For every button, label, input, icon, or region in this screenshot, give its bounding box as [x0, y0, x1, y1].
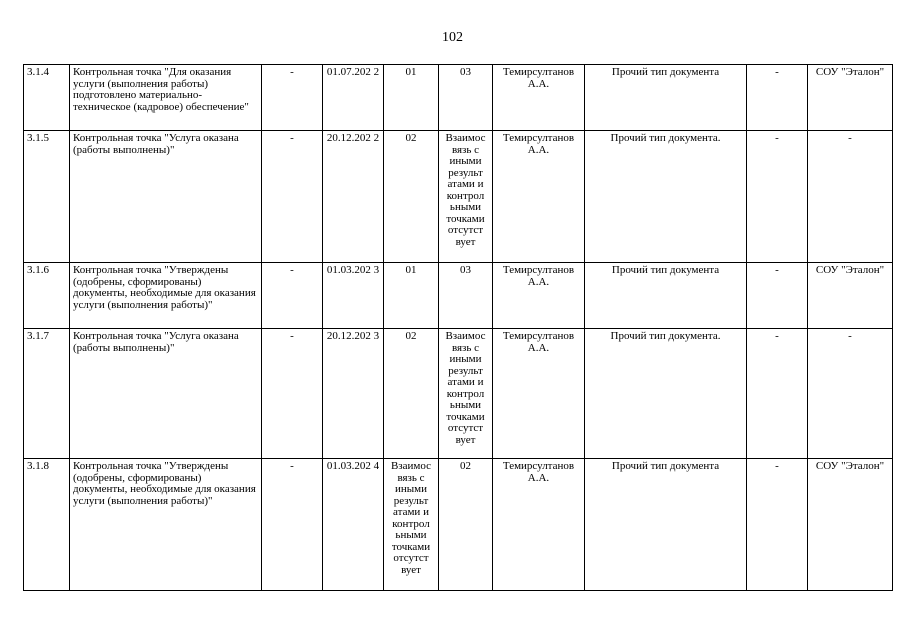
table-row: [24, 65, 893, 131]
control-point-name: Контрольная точка "Услуга оказана (работы выполнены)": [70, 329, 262, 459]
extra-cell: -: [747, 263, 808, 329]
extra-cell: -: [747, 131, 808, 263]
dash-cell: -: [262, 329, 323, 459]
type-cell: 02: [384, 329, 439, 459]
control-points-table: [23, 64, 893, 591]
responsible-person: Темирсултанов А.А.: [493, 263, 585, 329]
row-number: 3.1.8: [24, 459, 70, 591]
responsible-person: Темирсултанов А.А.: [493, 329, 585, 459]
type-cell: 01: [384, 65, 439, 131]
extra-cell: -: [747, 459, 808, 591]
document-type: Прочий тип документа: [585, 65, 747, 131]
dash-cell: -: [262, 131, 323, 263]
system-cell: -: [808, 131, 893, 263]
document-type: Прочий тип документа.: [585, 329, 747, 459]
type-cell: Взаимос вязь с иными результ атами и контрол ьными точками отсутст вует: [384, 459, 439, 591]
dash-cell: -: [262, 65, 323, 131]
extra-cell: -: [747, 329, 808, 459]
link-cell: Взаимос вязь с иными результ атами и контрол ьными точками отсутст вует: [439, 329, 493, 459]
table-row: [24, 459, 893, 591]
responsible-person: Темирсултанов А.А.: [493, 65, 585, 131]
date-cell: 20.12.202 2: [323, 131, 384, 263]
control-point-name: Контрольная точка "Для оказания услуги (выполнения работы) подготовлено материально-техническое (кадровое) обеспечение": [70, 65, 262, 131]
dash-cell: -: [262, 459, 323, 591]
document-type: Прочий тип документа.: [585, 131, 747, 263]
control-point-name: Контрольная точка "Утверждены (одобрены, сформированы) документы, необходимые для оказания услуги (выполнения работы)": [70, 263, 262, 329]
system-cell: СОУ "Эталон": [808, 65, 893, 131]
date-cell: 01.07.202 2: [323, 65, 384, 131]
table-row: [24, 263, 893, 329]
control-point-name: Контрольная точка "Утверждены (одобрены, сформированы) документы, необходимые для оказания услуги (выполнения работы)": [70, 459, 262, 591]
responsible-person: Темирсултанов А.А.: [493, 459, 585, 591]
date-cell: 20.12.202 3: [323, 329, 384, 459]
table-row: [24, 131, 893, 263]
row-number: 3.1.4: [24, 65, 70, 131]
system-cell: СОУ "Эталон": [808, 459, 893, 591]
type-cell: 02: [384, 131, 439, 263]
document-type: Прочий тип документа: [585, 459, 747, 591]
table-row: [24, 329, 893, 459]
dash-cell: -: [262, 263, 323, 329]
document-type: Прочий тип документа: [585, 263, 747, 329]
type-cell: 01: [384, 263, 439, 329]
link-cell: 02: [439, 459, 493, 591]
control-point-name: Контрольная точка "Услуга оказана (работы выполнены)": [70, 131, 262, 263]
system-cell: СОУ "Эталон": [808, 263, 893, 329]
responsible-person: Темирсултанов А.А.: [493, 131, 585, 263]
date-cell: 01.03.202 4: [323, 459, 384, 591]
page-number: 102: [442, 30, 463, 45]
link-cell: 03: [439, 65, 493, 131]
system-cell: -: [808, 329, 893, 459]
row-number: 3.1.6: [24, 263, 70, 329]
row-number: 3.1.5: [24, 131, 70, 263]
link-cell: Взаимос вязь с иными результ атами и контрол ьными точками отсутст вует: [439, 131, 493, 263]
date-cell: 01.03.202 3: [323, 263, 384, 329]
row-number: 3.1.7: [24, 329, 70, 459]
extra-cell: -: [747, 65, 808, 131]
link-cell: 03: [439, 263, 493, 329]
